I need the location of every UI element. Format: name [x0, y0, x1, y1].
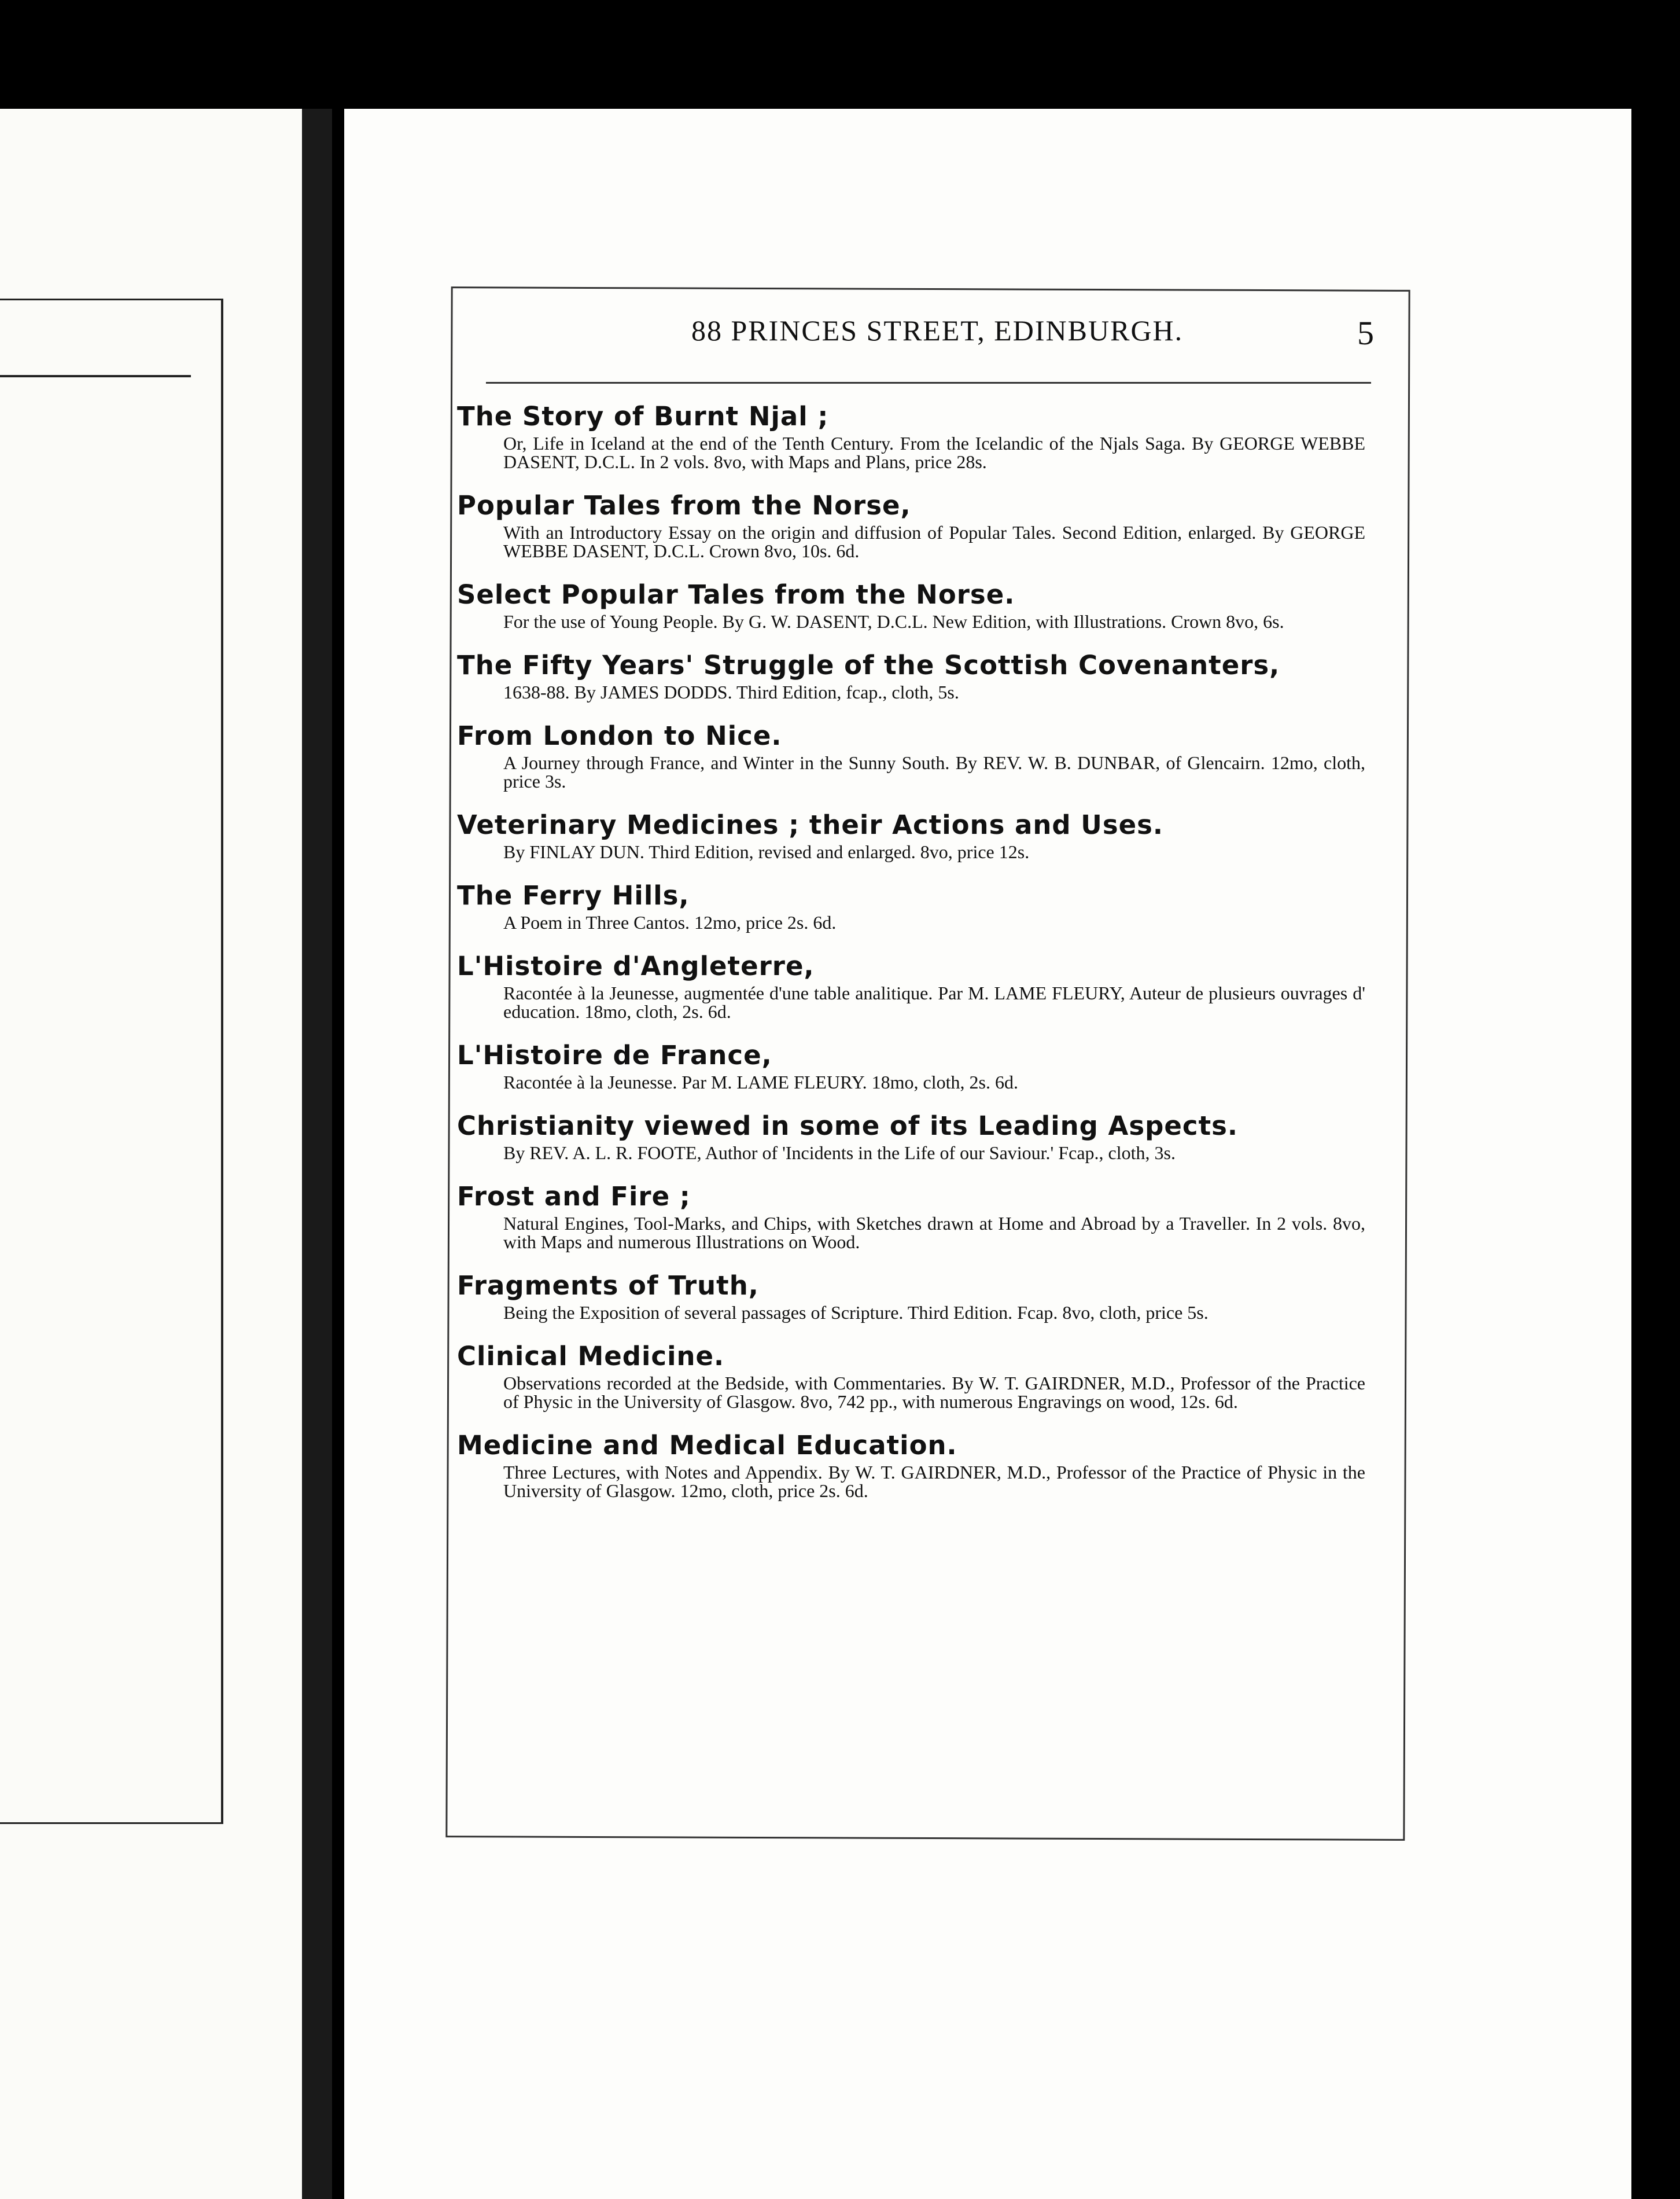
- entry-title: Clinical Medicine.: [457, 1341, 725, 1371]
- header-rule: [486, 382, 1371, 384]
- left-header-rule: [0, 375, 191, 377]
- catalogue-entry: [457, 1339, 1365, 1411]
- entry-description: Or, Life in Iceland at the end of the Tenth Century. From the Icelandic of the Njals Saga. By GEORGE WEBBE DASENT, D.C.L. In 2 vols. 8vo, with Maps and Plans, price 28s.: [503, 433, 1365, 472]
- catalogue-entry: [457, 1428, 1365, 1500]
- catalogue-entry: [457, 399, 1365, 471]
- catalogue-entry: [457, 878, 1365, 932]
- catalogue-entry: [457, 1179, 1365, 1251]
- entry-description: Racontée à la Jeunesse, augmentée d'une table analitique. Par M. LAME FLEURY, Auteur de plusieurs ouvrages d' education. 18mo, cloth, 2s. 6d.: [503, 983, 1365, 1022]
- entry-title: Veterinary Medicines ; their Actions and Uses.: [457, 810, 1164, 840]
- entry-title: L'Histoire d'Angleterre,: [457, 951, 815, 981]
- catalogue-entry: [457, 949, 1365, 1021]
- entry-description: Observations recorded at the Bedside, with Commentaries. By W. T. GAIRDNER, M.D., Professor of the Practice of Physic in the University of Glasgow. 8vo, 742 pp., with numerous Engravings on wood, 12s. 6d.: [503, 1373, 1365, 1412]
- entry-title: Christianity viewed in some of its Leading Aspects.: [457, 1110, 1238, 1141]
- catalogue-entry: [457, 1109, 1365, 1162]
- entry-title: Select Popular Tales from the Norse.: [457, 579, 1015, 610]
- entry-description: With an Introductory Essay on the origin and diffusion of Popular Tales. Second Edition, enlarged. By GEORGE WEBBE DASENT, D.C.L. Crown 8vo, 10s. 6d.: [503, 522, 1365, 561]
- running-head: [489, 314, 1374, 360]
- catalogue-entry: [457, 578, 1365, 631]
- entry-description: 1638-88. By JAMES DODDS. Third Edition, fcap., cloth, 5s.: [503, 682, 959, 703]
- catalogue-entry: [457, 1038, 1365, 1091]
- entry-description: For the use of Young People. By G. W. DASENT, D.C.L. New Edition, with Illustrations. Crown 8vo, 6s.: [503, 611, 1284, 632]
- entry-description: Natural Engines, Tool-Marks, and Chips, with Sketches drawn at Home and Abroad by a Traveller. In 2 vols. 8vo, with Maps and numerous Illustrations on Wood.: [503, 1213, 1365, 1252]
- entry-description: Being the Exposition of several passages of Scripture. Third Edition. Fcap. 8vo, cloth, price 5s.: [503, 1302, 1209, 1323]
- entry-description: By FINLAY DUN. Third Edition, revised and enlarged. 8vo, price 12s.: [503, 841, 1030, 862]
- running-title: 88 PRINCES STREET, EDINBURGH.: [691, 314, 1184, 347]
- book-gutter: [302, 109, 332, 2199]
- entry-title: L'Histoire de France,: [457, 1040, 772, 1071]
- entry-title: Frost and Fire ;: [457, 1181, 691, 1212]
- entry-title: The Story of Burnt Njal ;: [457, 401, 829, 432]
- catalogue-entry: [457, 1268, 1365, 1322]
- catalogue-entry: [457, 719, 1365, 790]
- catalogue-entry: [457, 488, 1365, 560]
- entry-description: Racontée à la Jeunesse. Par M. LAME FLEURY. 18mo, cloth, 2s. 6d.: [503, 1072, 1018, 1093]
- entry-description: A Poem in Three Cantos. 12mo, price 2s. 6d.: [503, 912, 837, 933]
- page-number: 5: [1357, 314, 1374, 352]
- entry-description: A Journey through France, and Winter in the Sunny South. By REV. W. B. DUNBAR, of Glencairn. 12mo, cloth, price 3s.: [503, 752, 1365, 792]
- entry-title: The Ferry Hills,: [457, 880, 690, 911]
- catalogue-list: [457, 399, 1365, 1517]
- entry-title: Medicine and Medical Education.: [457, 1430, 957, 1461]
- entry-title: The Fifty Years' Struggle of the Scottish Covenanters,: [457, 650, 1280, 681]
- entry-description: By REV. A. L. R. FOOTE, Author of 'Incidents in the Life of our Saviour.' Fcap., cloth, 3s.: [503, 1142, 1176, 1163]
- entry-title: Fragments of Truth,: [457, 1270, 759, 1301]
- catalogue-entry: [457, 648, 1365, 701]
- entry-title: Popular Tales from the Norse,: [457, 490, 911, 521]
- left-page-frame: [0, 299, 223, 1824]
- entry-description: Three Lectures, with Notes and Appendix. By W. T. GAIRDNER, M.D., Professor of the Practice of Physic in the University of Glasgow. 12mo, cloth, price 2s. 6d.: [503, 1462, 1365, 1501]
- entry-title: From London to Nice.: [457, 720, 782, 751]
- catalogue-entry: [457, 808, 1365, 861]
